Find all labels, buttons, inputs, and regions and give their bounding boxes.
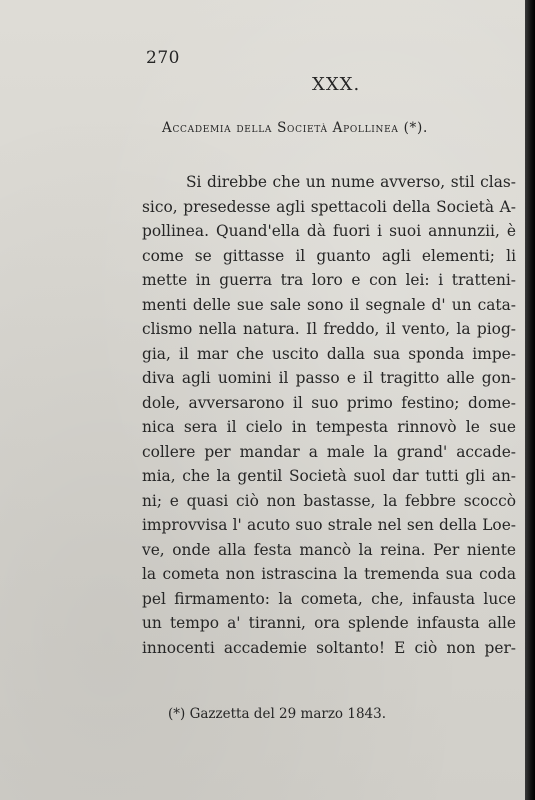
page-edge-shadow [525, 0, 535, 800]
text-line: diva agli uomini il passo e il tragitto alle gon- [142, 369, 516, 387]
text-line: menti delle sue sale sono il segnale d' un cata- [142, 295, 516, 314]
text-line: innocenti accademie soltanto! E ciò non per- [142, 638, 516, 657]
text-line: sico, presedesse agli spettacoli della Società A- [142, 197, 516, 216]
text-line: collere per mandar a male la grand' accade- [142, 442, 516, 461]
text-line: Si direbbe che un nume avverso, stil clas- [186, 173, 516, 191]
body-text [142, 170, 516, 660]
text-line: ni; e quasi ciò non bastasse, la febbre scoccò [142, 491, 516, 510]
text-line: nica sera il cielo in tempesta rinnovò le sue [142, 418, 516, 436]
text-line: pollinea. Quand'ella dà fuori i suoi annunzii, è [142, 222, 516, 240]
text-line: mia, che la gentil Società suol dar tutti gli an- [142, 467, 516, 485]
section-title [162, 120, 428, 136]
text-line: dole, avversarono il suo primo festino; dome- [142, 393, 516, 412]
page-number: 270 [146, 48, 180, 68]
text-line: la cometa non istrascina la tremenda sua coda [142, 565, 516, 583]
text-line: mette in guerra tra loro e con lei: i tratteni- [142, 271, 516, 289]
text-line: clismo nella natura. Il freddo, il vento, la piog- [142, 320, 516, 338]
footnote: (*) Gazzetta del 29 marzo 1843. [168, 706, 387, 722]
text-line: ve, onde alla festa mancò la reina. Per niente [142, 540, 516, 559]
text-line: un tempo a' tiranni, ora splende infausta alle [142, 614, 516, 632]
text-line: improvvisa l' acuto suo strale nel sen della Loe- [142, 516, 516, 534]
section-title-text: Accademia della Società Apollinea (*). [162, 120, 428, 136]
text-line: come se gittasse il guanto agli elementi; li [142, 246, 516, 265]
text-line: gia, il mar che uscito dalla sua sponda impe- [142, 344, 516, 363]
text-line: pel firmamento: la cometa, che, infausta luce [142, 589, 516, 608]
chapter-number: XXX. [312, 74, 361, 95]
